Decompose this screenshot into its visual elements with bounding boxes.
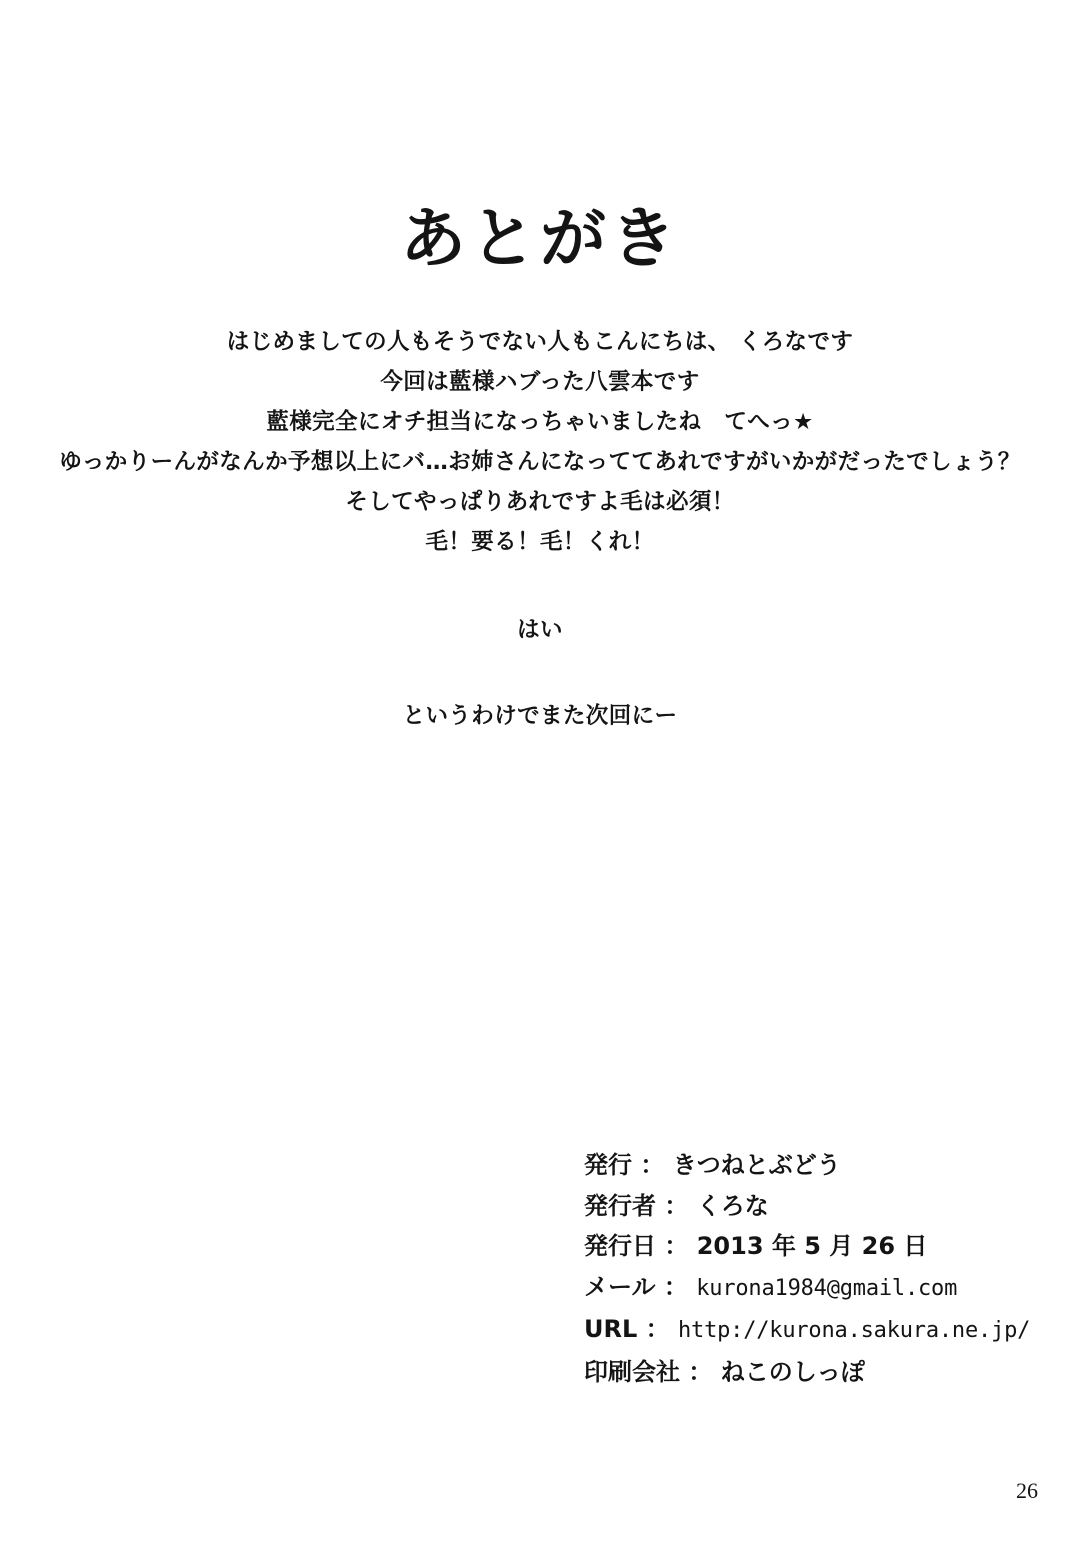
colophon-value-email: kurona1984@gmail.com xyxy=(696,1275,958,1301)
colophon-label: 発行 ： xyxy=(584,1151,665,1179)
colophon xyxy=(584,1145,1030,1392)
body-line-hai: はい xyxy=(517,617,563,643)
colophon-value: ねこのしっぽ xyxy=(720,1357,865,1386)
colophon-row-author xyxy=(584,1186,1030,1227)
colophon-row-publisher xyxy=(584,1145,1030,1186)
body-line: 今回は藍様ハブった八雲本です xyxy=(380,369,700,395)
afterword-body xyxy=(0,322,1080,736)
colophon-value: きつねとぶどう xyxy=(672,1151,841,1179)
body-line: そしてやっぱりあれですよ毛は必須！ xyxy=(345,489,735,515)
body-line: 藍様完全にオチ担当になっちゃいましたね てへっ★ xyxy=(266,409,814,435)
body-line: はじめましての人もそうでない人もこんにちは、 くろなです xyxy=(226,329,854,355)
colophon-value: 2013 年 5 月 26 日 xyxy=(696,1232,928,1260)
colophon-row-date xyxy=(584,1226,1030,1267)
body-line-closing: というわけでまた次回にー xyxy=(402,703,678,729)
colophon-value: くろな xyxy=(696,1191,769,1220)
colophon-value-url[interactable]: http://kurona.sakura.ne.jp/ xyxy=(677,1318,1031,1343)
body-line: ゆっかりーんがなんか予想以上にバ…お姉さんになっててあれですがいかがだったでしょう？ xyxy=(59,449,1021,475)
colophon-label: 発行者 ： xyxy=(584,1191,689,1220)
body-line: 毛！要る！毛！くれ！ xyxy=(425,529,655,555)
page-number: 26 xyxy=(1016,1478,1038,1503)
colophon-label: 発行日 ： xyxy=(584,1232,689,1260)
colophon-label: 印刷会社 ： xyxy=(584,1357,713,1386)
colophon-label: URL ： xyxy=(584,1315,670,1343)
colophon-row-printer xyxy=(584,1352,1030,1393)
colophon-label: メール ： xyxy=(584,1272,688,1301)
page-title: あとがき xyxy=(400,200,680,277)
colophon-row-mail xyxy=(584,1267,1030,1310)
colophon-row-url xyxy=(584,1309,1030,1352)
